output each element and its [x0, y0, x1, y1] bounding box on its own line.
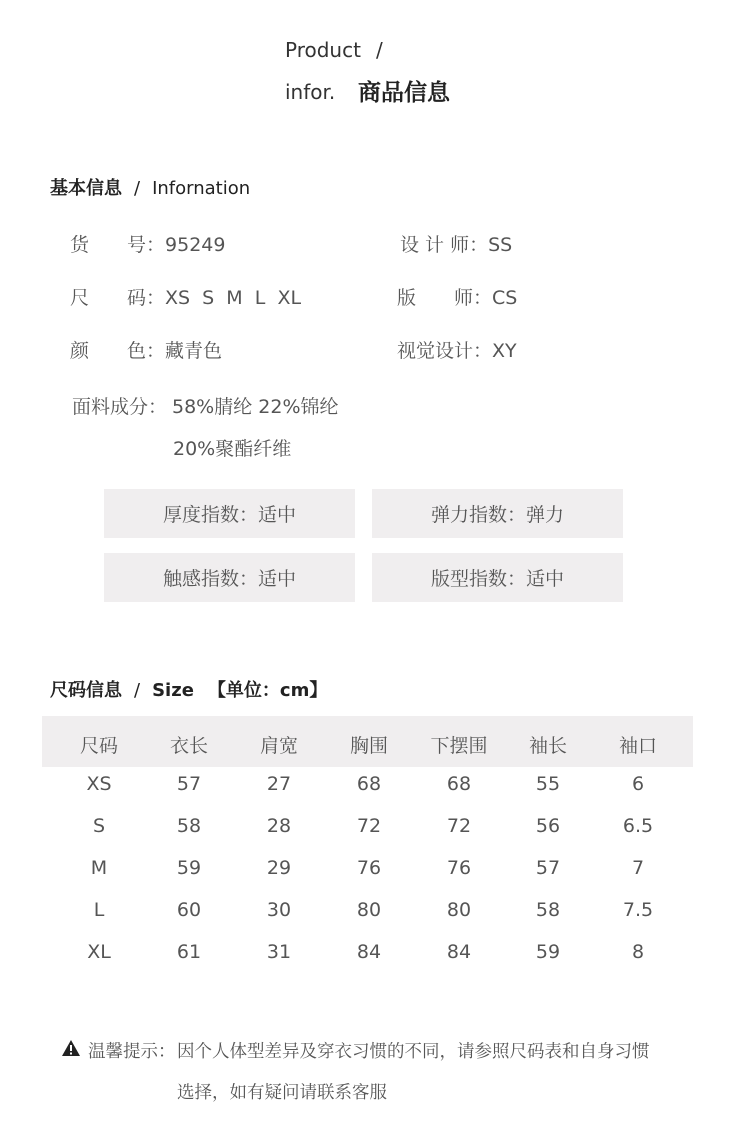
warning-icon: [62, 1040, 80, 1056]
basic-info-title-en: Infornation: [152, 178, 251, 199]
basic-info-separator: /: [134, 178, 141, 199]
size-table-size-cell: L: [93, 899, 105, 921]
size-label: 尺 码：: [70, 287, 166, 309]
size-info-unit: 【单位：cm】: [207, 680, 328, 701]
item-number-row: [70, 230, 225, 257]
notice-label: 温馨提示：: [88, 1042, 176, 1062]
header-en-infor: infor.: [285, 80, 336, 104]
size-table-size-cell: S: [92, 815, 106, 837]
size-table-cell: 27: [266, 773, 292, 795]
size-table-cell: 55: [535, 773, 561, 795]
item-number-value: 95249: [165, 234, 226, 256]
size-table-cell: 6: [631, 773, 645, 795]
size-table-cell: 31: [266, 941, 292, 963]
size-table-cell: 57: [176, 773, 202, 795]
color-row: [70, 336, 222, 363]
size-info-separator: /: [134, 680, 141, 701]
item-number-label: 货 号：: [70, 234, 166, 256]
size-table-cell: 76: [356, 857, 382, 879]
size-table-cell: 56: [535, 815, 561, 837]
color-value: 藏青色: [165, 340, 223, 362]
size-table-header-cell: 尺码: [79, 735, 118, 757]
size-table-cell: 30: [266, 899, 292, 921]
size-table-cell: 72: [356, 815, 382, 837]
header-slash: /: [376, 38, 383, 62]
pattern-maker-row: [397, 283, 517, 310]
pattern-maker-label: 版 师：: [397, 287, 493, 309]
size-table-cell: 84: [356, 941, 382, 963]
size-table-cell: 76: [446, 857, 472, 879]
designer-value: SS: [488, 234, 513, 256]
size-table-cell: 59: [535, 941, 561, 963]
notice-line-1: 因个人体型差异及穿衣习惯的不同，请参照尺码表和自身习惯: [177, 1042, 650, 1062]
size-table-cell: 58: [535, 899, 561, 921]
designer-row: [400, 230, 512, 257]
size-table-cell: 84: [446, 941, 472, 963]
size-table-header-cell: 下摆围: [430, 735, 488, 757]
size-table-header-cell: 肩宽: [259, 735, 298, 757]
pattern-maker-value: CS: [492, 287, 518, 309]
size-info-title-cn: 尺码信息: [50, 680, 122, 701]
size-table-cell: 8: [631, 941, 645, 963]
basic-info-title-cn: 基本信息: [50, 178, 122, 199]
notice-line-2: 选择，如有疑问请联系客服: [177, 1083, 387, 1103]
size-table-cell: 7: [631, 857, 645, 879]
color-label: 颜 色：: [70, 340, 166, 362]
visual-designer-value: XY: [492, 340, 517, 362]
size-table-cell: 59: [176, 857, 202, 879]
size-table-cell: 68: [356, 773, 382, 795]
elasticity-index-box: 弹力指数：弹力: [372, 489, 623, 538]
thickness-index-box: 厚度指数：适中: [104, 489, 355, 538]
size-table-cell: 61: [176, 941, 202, 963]
size-table-cell: 80: [356, 899, 382, 921]
size-table-size-cell: M: [90, 857, 108, 879]
size-table-cell: 29: [266, 857, 292, 879]
basic-info-title: [50, 174, 250, 200]
size-table-cell: 58: [176, 815, 202, 837]
size-row: [70, 283, 301, 310]
size-table-cell: 7.5: [622, 899, 654, 921]
fabric-line-1: 58%腈纶 22%锦纶: [172, 396, 339, 418]
size-table-cell: 68: [446, 773, 472, 795]
size-info-title-en: Size: [152, 680, 194, 701]
header-title-cn: 商品信息: [358, 80, 450, 106]
visual-designer-row: [397, 336, 517, 363]
size-table-size-cell: XS: [86, 773, 112, 795]
visual-designer-label: 视觉设计：: [397, 340, 493, 362]
fabric-line-2: 20%聚酯纤维: [173, 438, 292, 460]
size-values: XS S M L XL: [165, 287, 302, 309]
size-info-title: [50, 676, 327, 702]
size-table-size-cell: XL: [87, 941, 111, 963]
designer-label: 设 计 师：: [400, 234, 489, 256]
fit-index-box: 版型指数：适中: [372, 553, 623, 602]
size-table-cell: 80: [446, 899, 472, 921]
fabric-label: 面料成分：: [72, 396, 168, 418]
size-table-header-cell: 衣长: [169, 735, 208, 757]
header-en-product: Product: [285, 38, 361, 62]
size-table-cell: 6.5: [622, 815, 654, 837]
size-table-cell: 57: [535, 857, 561, 879]
size-table-cell: 60: [176, 899, 202, 921]
touch-index-box: 触感指数：适中: [104, 553, 355, 602]
size-table-header-cell: 胸围: [349, 735, 388, 757]
size-table-header-cell: 袖口: [618, 735, 657, 757]
size-table-cell: 72: [446, 815, 472, 837]
size-table-cell: 28: [266, 815, 292, 837]
size-table-header-cell: 袖长: [528, 735, 567, 757]
